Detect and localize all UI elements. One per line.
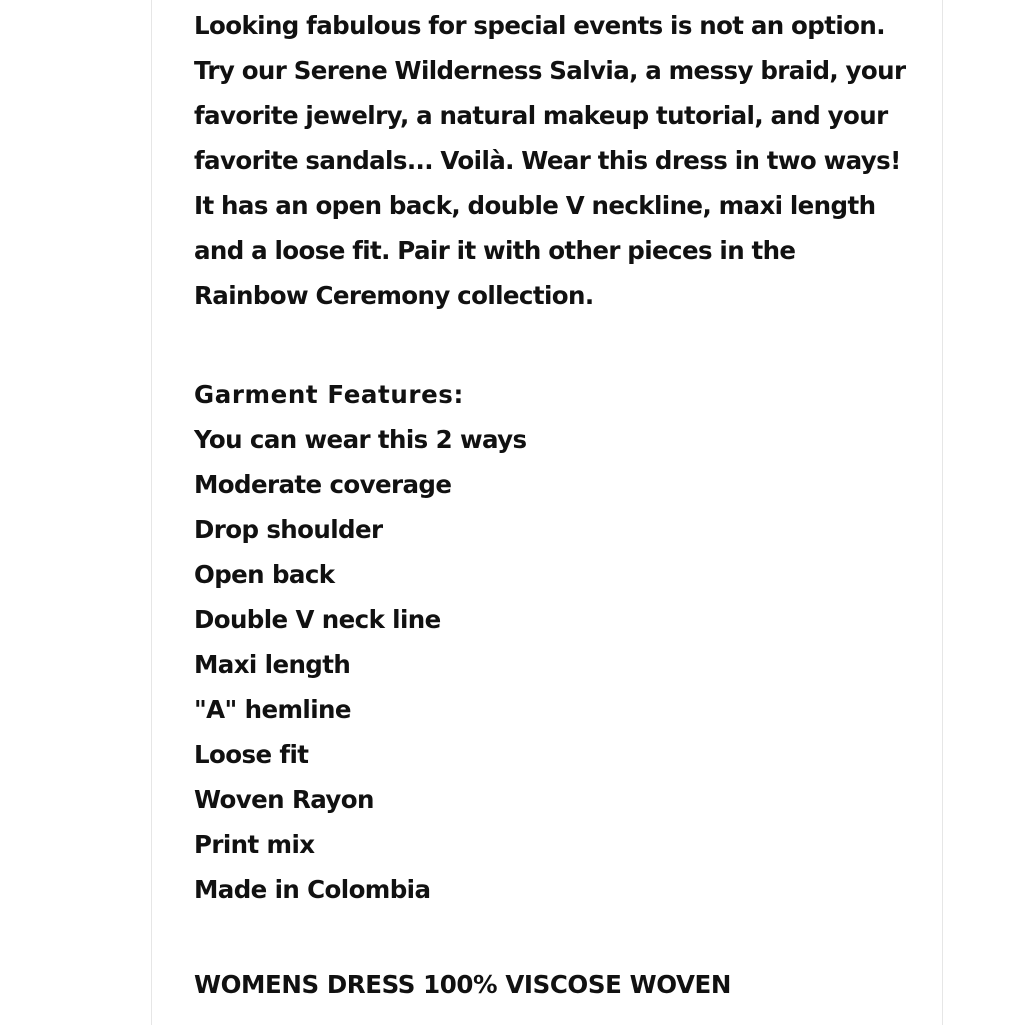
product-details-panel	[151, 0, 943, 1025]
feature-item: Open back	[194, 560, 335, 589]
product-description: Looking fabulous for special events is not an option. Try our Serene Wilderness Salvia, a messy braid, your favorite jewelry, a natural makeup tutorial, and your favorite sandals... Voilà. Wear this dress in two ways! It has an open back, double V neckline, maxi length and a loose fit. Pair it with other pieces in the Rainbow Ceremony collection.	[194, 11, 906, 310]
product-details-content	[194, 3, 914, 999]
feature-item: Made in Colombia	[194, 875, 431, 904]
garment-features-heading: Garment Features:	[194, 380, 464, 409]
feature-item: Print mix	[194, 830, 315, 859]
feature-item: "A" hemline	[194, 695, 351, 724]
feature-item: Woven Rayon	[194, 785, 374, 814]
feature-item: Maxi length	[194, 650, 351, 679]
feature-item: Drop shoulder	[194, 515, 383, 544]
feature-item: Moderate coverage	[194, 470, 452, 499]
garment-features-list	[194, 417, 527, 912]
feature-item: Loose fit	[194, 740, 309, 769]
fabric-composition: WOMENS DRESS 100% VISCOSE WOVEN	[194, 970, 731, 999]
feature-item: Double V neck line	[194, 605, 441, 634]
feature-item: You can wear this 2 ways	[194, 425, 527, 454]
